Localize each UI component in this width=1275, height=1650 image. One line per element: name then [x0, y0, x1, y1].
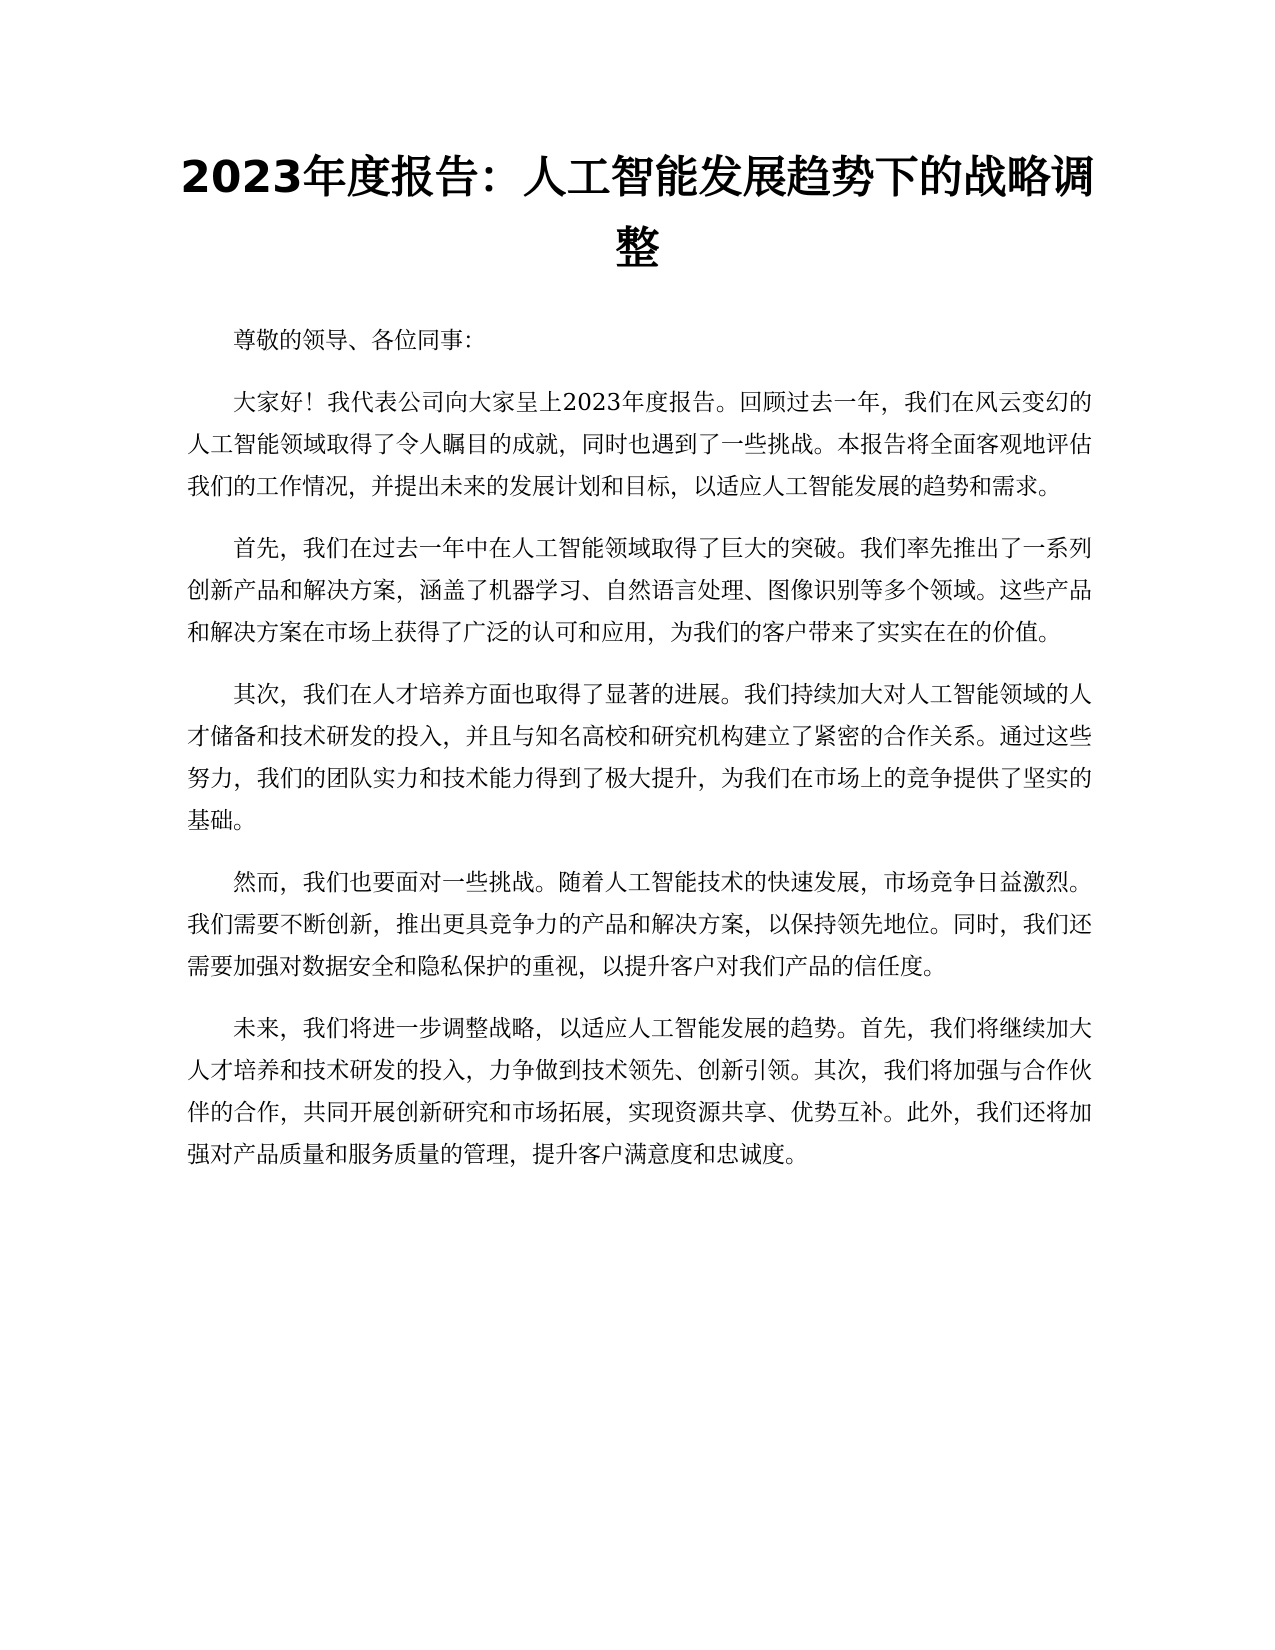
challenges-paragraph: 然而，我们也要面对一些挑战。随着人工智能技术的快速发展，市场竞争日益激烈。我们需要不断创新，推出更具竞争力的产品和解决方案，以保持领先地位。同时，我们还需要加强对数据安全和隐私保护的重视，以提升客户对我们产品的信任度。 — [187, 870, 1092, 980]
salutation-paragraph: 尊敬的领导、各位同事： — [233, 328, 486, 354]
document-body — [187, 320, 1092, 1196]
achievements-paragraph: 首先，我们在过去一年中在人工智能领域取得了巨大的突破。我们率先推出了一系列创新产品和解决方案，涵盖了机器学习、自然语言处理、图像识别等多个领域。这些产品和解决方案在市场上获得了广泛的认可和应用，为我们的客户带来了实实在在的价值。 — [187, 536, 1092, 646]
future-paragraph: 未来，我们将进一步调整战略，以适应人工智能发展的趋势。首先，我们将继续加大人才培养和技术研发的投入，力争做到技术领先、创新引领。其次，我们将加强与合作伙伴的合作，共同开展创新研究和市场拓展，实现资源共享、优势互补。此外，我们还将加强对产品质量和服务质量的管理，提升客户满意度和忠诚度。 — [187, 1016, 1092, 1168]
talent-paragraph: 其次，我们在人才培养方面也取得了显著的进展。我们持续加大对人工智能领域的人才储备和技术研发的投入，并且与知名高校和研究机构建立了紧密的合作关系。通过这些努力，我们的团队实力和技术能力得到了极大提升，为我们在市场上的竞争提供了坚实的基础。 — [187, 682, 1092, 834]
document-title: 2023年度报告：人工智能发展趋势下的战略调整 — [180, 152, 1095, 274]
intro-paragraph: 大家好！我代表公司向大家呈上2023年度报告。回顾过去一年，我们在风云变幻的人工智能领域取得了令人瞩目的成就，同时也遇到了一些挑战。本报告将全面客观地评估我们的工作情况，并提出未来的发展计划和目标，以适应人工智能发展的趋势和需求。 — [187, 390, 1092, 500]
